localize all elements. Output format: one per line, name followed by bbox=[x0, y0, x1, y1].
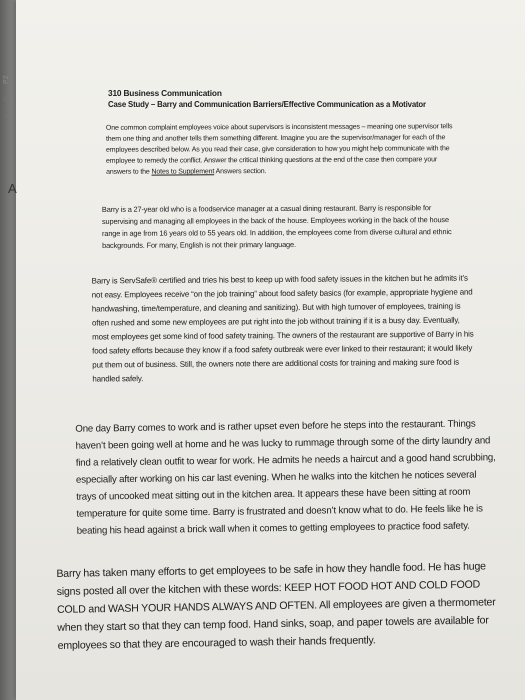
margin-letter-a: A bbox=[8, 181, 17, 196]
left-binder-edge bbox=[0, 0, 16, 700]
intro-paragraph bbox=[106, 121, 460, 178]
intro-tail-text: Answers section. bbox=[215, 168, 267, 176]
margin-letter-g: G bbox=[3, 95, 12, 102]
barry-profile-paragraph: Barry is a 27-year old who is a foodservice manager at a casual dining restaurant. Barry is responsible for supervising and managing all employees in the back of the house. Employees working in the back of the house range in age from 16 years old to 55 years old. In addition, the employees come from diverse cultural and ethnic backgrounds. For many, English is not their primary language. bbox=[101, 203, 452, 250]
page-code-mark: P2 bbox=[3, 75, 10, 84]
notes-to-supplement-link[interactable]: Notes to Supplement bbox=[151, 168, 215, 176]
course-title: 310 Business Communication bbox=[108, 88, 222, 98]
intro-text: One common complaint employees voice about supervisors is inconsistent messages – meaning one supervisor tells them one thing and another tells them something different. Imagine you are the supervisor/manager for each of the employees described below. As you read their case, give consideration to how you might help communicate with the employee to remedy the conflict. Answer the critical thinking questions at the end of the case then compare your answers to the bbox=[105, 123, 453, 176]
incident-paragraph: One day Barry comes to work and is rather upset even before he steps into the restaurant. Things haven’t been going well at home and he was lucky to rummage through some of the dirty laundry and find a relatively clean outfit to wear for work. He admits he needs a haircut and a good hand scrubbing, especially after working on his car last evening. When he walks into the kitchen he notices several trays of uncooked meat sitting out in the kitchen area. It appears these have been sitting at room temperature for quite some time. Barry is frustrated and doesn’t know what to do. He feels like he is beating his head against a brick wall when it comes to getting employees to practice food safety. bbox=[75, 418, 496, 537]
case-study-title: Case Study – Barry and Communication Barriers/Effective Communication as a Motivator bbox=[108, 100, 426, 109]
food-safety-efforts-paragraph: Barry has taken many efforts to get employees to be safe in how they handle food. He has huge signs posted all over the kitchen with these words: KEEP HOT FOOD HOT AND COLD FOOD COLD and WASH YOUR HANDS ALWAYS AND OFTEN. All employees are given a thermometer when they start so that they can temp food. Hand sinks, soap, and paper towels are available for employees so that they are encouraged to wash their hands frequently. bbox=[56, 560, 496, 652]
food-safety-training-paragraph: Barry is ServSafe® certified and tries his best to keep up with food safety issues in the kitchen but he admits it’s not easy. Employees receive “on the job training” about food safety basics (for example, appropriate hygiene and handwashing, time/temperature, and cleaning and sanitizing). But with high turnover of employees, training is often rushed and some new employees are put right into the job without training if it is a busy day. Eventually, most employees get some kind of food safety training. The owners of the restaurant are supportive of Barry in his food safety efforts because they know if a food safety outbreak were ever linked to their restaurant; it would likely put them out of business. Still, the owners note there are additional costs for training and making sure food is handled safely. bbox=[91, 273, 474, 384]
margin-letter-j: J bbox=[4, 114, 13, 118]
